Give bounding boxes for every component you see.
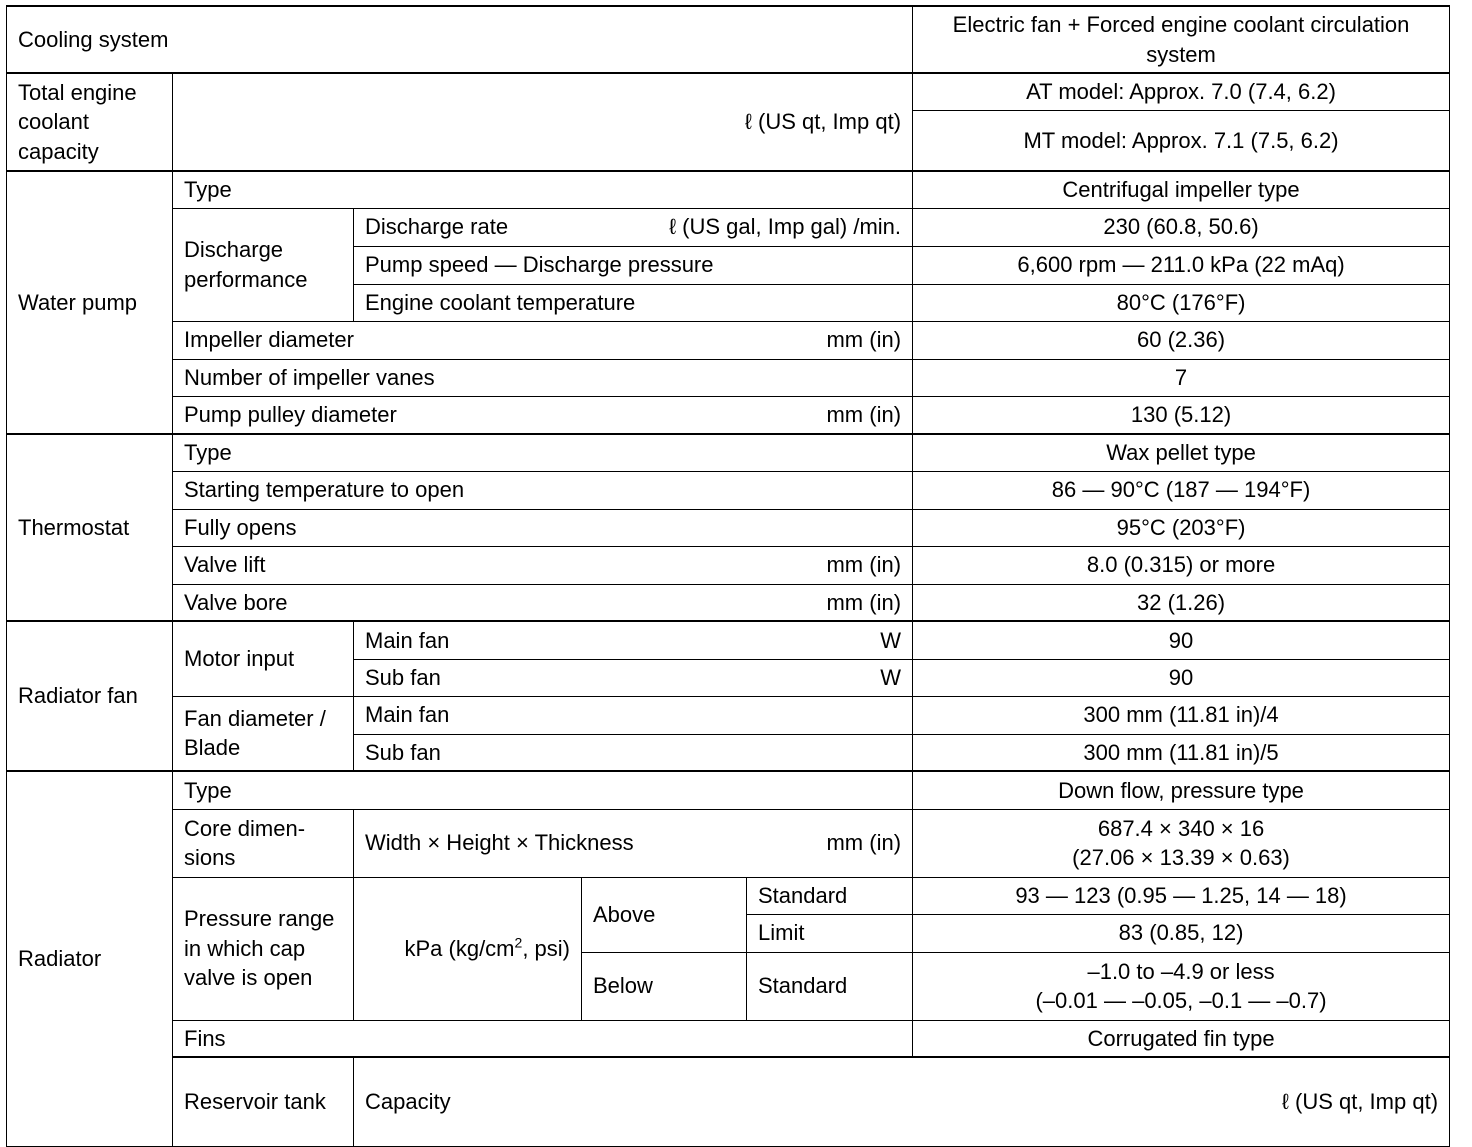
fan-diameter-sub-label: Sub fan — [354, 734, 913, 771]
pressure-unit-post: , psi) — [522, 935, 570, 961]
coolant-capacity-at-value: AT model: Approx. 7.0 (7.4, 6.2) — [913, 73, 1450, 110]
pressure-below-label: Below — [582, 952, 747, 1020]
water-pump-type-row — [7, 171, 1450, 208]
core-dimensions-cell — [354, 809, 913, 877]
cooling-system-label: Cooling system — [7, 6, 913, 73]
coolant-capacity-mt-value: MT model: Approx. 7.1 (7.5, 6.2) — [913, 110, 1450, 171]
valve-lift-row — [7, 546, 1450, 584]
below-standard-value-line2: (–0.01 — –0.05, –0.1 — –0.7) — [1035, 988, 1327, 1013]
motor-sub-unit: W — [880, 664, 902, 690]
below-standard-value-line1: –1.0 to –4.9 or less — [1087, 958, 1275, 984]
motor-main-fan-label: Main fan — [365, 627, 450, 653]
discharge-rate-row — [7, 208, 1450, 246]
impeller-diameter-label: Impeller diameter — [184, 327, 354, 353]
pressure-unit-sup: 2 — [514, 934, 523, 951]
thermostat-fully-value: 95°C (203°F) — [913, 509, 1450, 546]
above-standard-label: Standard — [747, 877, 913, 914]
motor-input-label: Motor input — [173, 621, 354, 696]
thermostat-start-value: 86 — 90°C (187 — 194°F) — [913, 471, 1450, 509]
reservoir-capacity-unit: ℓ (US qt, Imp qt) — [1281, 1089, 1439, 1115]
fan-diameter-label: Fan diameter / Blade — [173, 696, 354, 771]
thermostat-start-row — [7, 471, 1450, 509]
core-dimensions-value-line2: (27.06 × 13.39 × 0.63) — [1072, 845, 1290, 870]
radiator-type-row — [7, 771, 1450, 809]
reservoir-row — [7, 1057, 1450, 1147]
valve-bore-row — [7, 584, 1450, 621]
reservoir-label: Reservoir tank — [173, 1057, 354, 1147]
fan-diameter-main-label: Main fan — [354, 696, 913, 734]
fan-diameter-main-value: 300 mm (11.81 in)/4 — [913, 696, 1450, 734]
motor-main-cell — [354, 621, 913, 659]
impeller-diameter-value: 60 (2.36) — [913, 321, 1450, 359]
cooling-system-row — [7, 6, 1450, 73]
discharge-performance-label: Discharge performance — [173, 208, 354, 321]
thermostat-type-row — [7, 434, 1450, 471]
discharge-rate-value: 230 (60.8, 50.6) — [913, 208, 1450, 246]
pressure-above-standard-row — [7, 877, 1450, 914]
valve-bore-label: Valve bore — [184, 589, 288, 615]
valve-lift-label: Valve lift — [184, 552, 266, 578]
pressure-unit — [354, 877, 582, 1020]
radiator-type-label: Type — [173, 771, 913, 809]
core-dimensions-unit: mm (in) — [826, 830, 902, 856]
coolant-capacity-unit: ℓ (US qt, Imp qt) — [173, 73, 913, 171]
valve-bore-value: 32 (1.26) — [913, 584, 1450, 621]
reservoir-capacity-cell — [354, 1057, 1450, 1147]
impeller-vanes-row — [7, 359, 1450, 396]
coolant-capacity-label: Total engine coolant capacity — [7, 73, 173, 171]
cooling-system-value: Electric fan + Forced engine coolant circulation system — [913, 6, 1450, 73]
water-pump-type-value: Centrifugal impeller type — [913, 171, 1450, 208]
core-dimensions-desc: Width × Height × Thickness — [365, 830, 634, 856]
pressure-above-label: Above — [582, 877, 747, 952]
pulley-diameter-row — [7, 396, 1450, 434]
impeller-diameter-row — [7, 321, 1450, 359]
fins-label: Fins — [173, 1020, 913, 1057]
pulley-diameter-value: 130 (5.12) — [913, 396, 1450, 434]
thermostat-start-label: Starting temperature to open — [173, 471, 913, 509]
impeller-vanes-label: Number of impeller vanes — [173, 359, 913, 396]
motor-sub-cell — [354, 659, 913, 696]
thermostat-label: Thermostat — [7, 434, 173, 621]
pulley-diameter-label: Pump pulley diameter — [184, 402, 397, 428]
valve-lift-cell — [173, 546, 913, 584]
core-dimensions-label: Core dimen- sions — [173, 809, 354, 877]
motor-main-row — [7, 621, 1450, 659]
core-dimensions-row — [7, 809, 1450, 877]
core-dimensions-value — [913, 809, 1450, 877]
pulley-diameter-cell — [173, 396, 913, 434]
pump-speed-label: Pump speed — Discharge pressure — [354, 246, 913, 284]
impeller-diameter-cell — [173, 321, 913, 359]
water-pump-type-label: Type — [173, 171, 913, 208]
fins-value: Corrugated fin type — [913, 1020, 1450, 1057]
water-pump-label: Water pump — [7, 171, 173, 434]
core-dimensions-value-line1: 687.4 × 340 × 16 — [1097, 815, 1265, 841]
coolant-capacity-row — [7, 73, 1450, 110]
valve-lift-value: 8.0 (0.315) or more — [913, 546, 1450, 584]
above-limit-value: 83 (0.85, 12) — [913, 914, 1450, 952]
below-standard-value — [913, 952, 1450, 1020]
impeller-diameter-unit: mm (in) — [826, 327, 902, 353]
thermostat-fully-label: Fully opens — [173, 509, 913, 546]
cooling-spec-table — [6, 5, 1450, 1147]
coolant-temp-value: 80°C (176°F) — [913, 284, 1450, 321]
above-limit-label: Limit — [747, 914, 913, 952]
motor-main-unit: W — [880, 627, 902, 653]
valve-bore-cell — [173, 584, 913, 621]
motor-sub-fan-label: Sub fan — [365, 664, 441, 690]
pump-speed-value: 6,600 rpm — 211.0 kPa (22 mAq) — [913, 246, 1450, 284]
radiator-fan-label: Radiator fan — [7, 621, 173, 771]
thermostat-type-label: Type — [173, 434, 913, 471]
fins-row — [7, 1020, 1450, 1057]
radiator-type-value: Down flow, pressure type — [913, 771, 1450, 809]
thermostat-fully-row — [7, 509, 1450, 546]
pressure-range-label: Pressure range in which cap valve is open — [173, 877, 354, 1020]
motor-sub-value: 90 — [913, 659, 1450, 696]
discharge-rate-unit: ℓ (US gal, Imp gal) /min. — [668, 214, 902, 240]
pressure-unit-pre: kPa (kg/cm — [404, 935, 515, 961]
reservoir-capacity-label: Capacity — [365, 1089, 451, 1115]
valve-lift-unit: mm (in) — [826, 552, 902, 578]
valve-bore-unit: mm (in) — [826, 589, 902, 615]
motor-main-value: 90 — [913, 621, 1450, 659]
radiator-label: Radiator — [7, 771, 173, 1147]
pulley-diameter-unit: mm (in) — [826, 402, 902, 428]
impeller-vanes-value: 7 — [913, 359, 1450, 396]
discharge-rate-label: Discharge rate — [365, 214, 509, 240]
discharge-rate-cell — [354, 208, 913, 246]
coolant-temp-label: Engine coolant temperature — [354, 284, 913, 321]
above-standard-value: 93 — 123 (0.95 — 1.25, 14 — 18) — [913, 877, 1450, 914]
below-standard-label: Standard — [747, 952, 913, 1020]
fan-diameter-sub-value: 300 mm (11.81 in)/5 — [913, 734, 1450, 771]
fan-diameter-main-row — [7, 696, 1450, 734]
thermostat-type-value: Wax pellet type — [913, 434, 1450, 471]
